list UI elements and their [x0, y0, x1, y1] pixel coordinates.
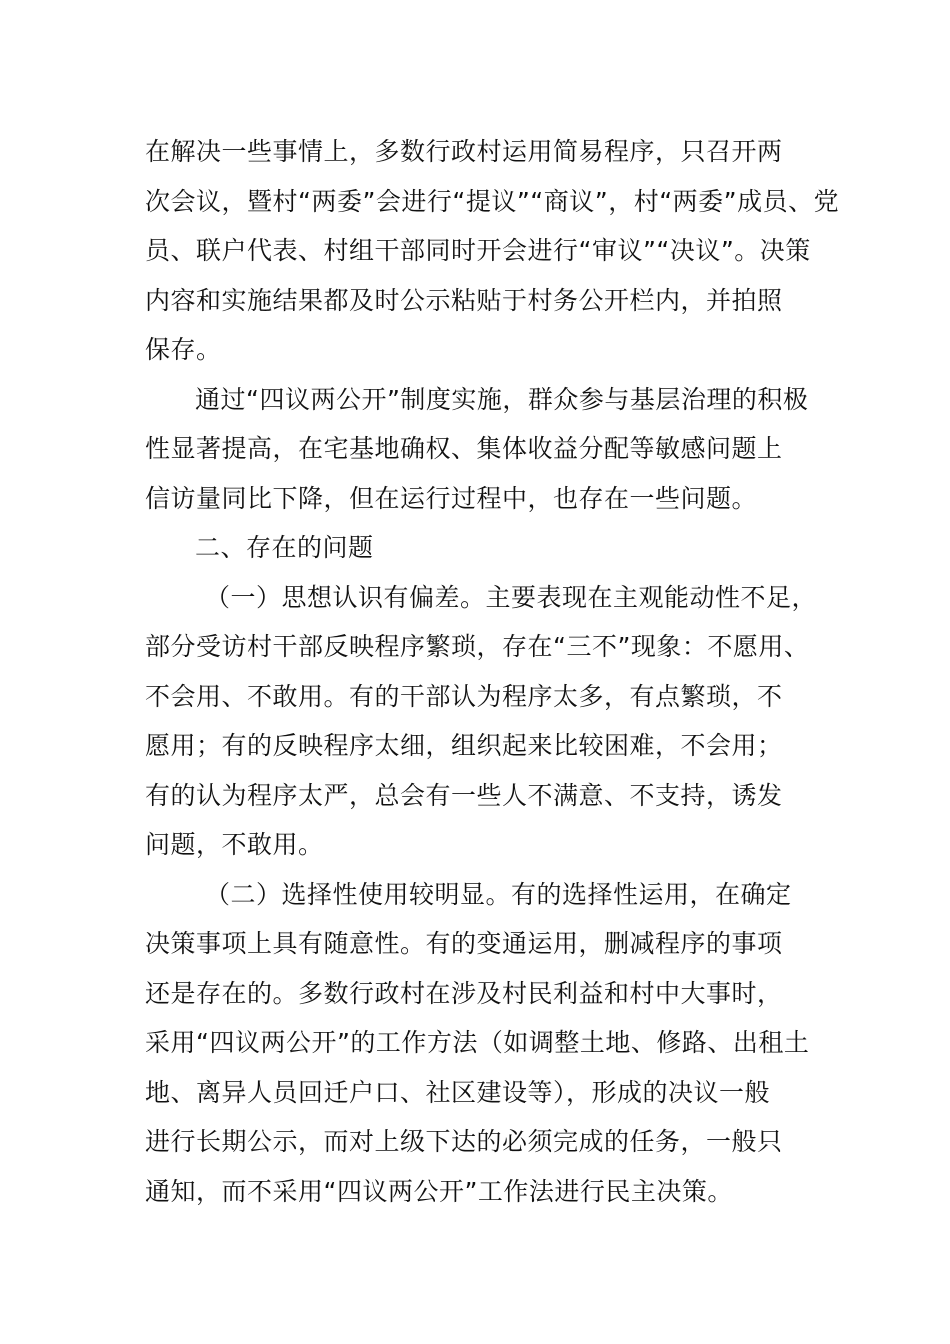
text-line: 不会用、不敢用。有的干部认为程序太多，有点繁琐，不 [145, 681, 783, 711]
paragraph-first-line: （二）选择性使用较明显。有的选择性运用，在确定 [205, 879, 792, 909]
section-heading: 二、存在的问题 [195, 533, 374, 562]
text-line: 有的认为程序太严，总会有一些人不满意、不支持，诱发 [145, 780, 783, 810]
paragraph-first-line: （一）思想认识有偏差。主要表现在主观能动性不足， [205, 582, 818, 612]
text-line: 在解决一些事情上，多数行政村运用简易程序，只召开两 [145, 137, 783, 166]
text-line: 次会议，暨村“两委”会进行“提议”“商议”，村“两委”成员、党 [145, 186, 840, 216]
text-line: 通知，而不采用“四议两公开”工作法进行民主决策。 [145, 1176, 733, 1206]
text-line: 保存。 [145, 335, 222, 364]
text-line: 员、联户代表、村组干部同时开会进行“审议”“决议”。决策 [145, 236, 811, 265]
text-line: 愿用；有的反映程序太细，组织起来比较困难，不会用； [145, 731, 783, 760]
text-line: 决策事项上具有随意性。有的变通运用，删减程序的事项 [145, 929, 783, 958]
paragraph-first-line: 通过“四议两公开”制度实施，群众参与基层治理的积极 [195, 384, 809, 414]
text-line: 部分受访村干部反映程序繁琐，存在“三不”现象：不愿用、 [145, 632, 810, 661]
text-line: 问题，不敢用。 [145, 830, 324, 859]
text-line: 进行长期公示，而对上级下达的必须完成的任务，一般只 [145, 1127, 783, 1156]
text-line: 性显著提高，在宅基地确权、集体收益分配等敏感问题上 [145, 434, 783, 463]
text-line: 还是存在的。多数行政村在涉及村民利益和村中大事时， [145, 978, 783, 1008]
document-body [145, 127, 840, 1216]
text-line: 采用“四议两公开”的工作方法（如调整土地、修路、出租土 [145, 1028, 810, 1057]
text-line: 地、离异人员回迁户口、社区建设等），形成的决议一般 [145, 1077, 771, 1107]
text-line: 内容和实施结果都及时公示粘贴于村务公开栏内，并拍照 [145, 285, 783, 315]
text-line: 信访量同比下降，但在运行过程中，也存在一些问题。 [145, 483, 758, 513]
